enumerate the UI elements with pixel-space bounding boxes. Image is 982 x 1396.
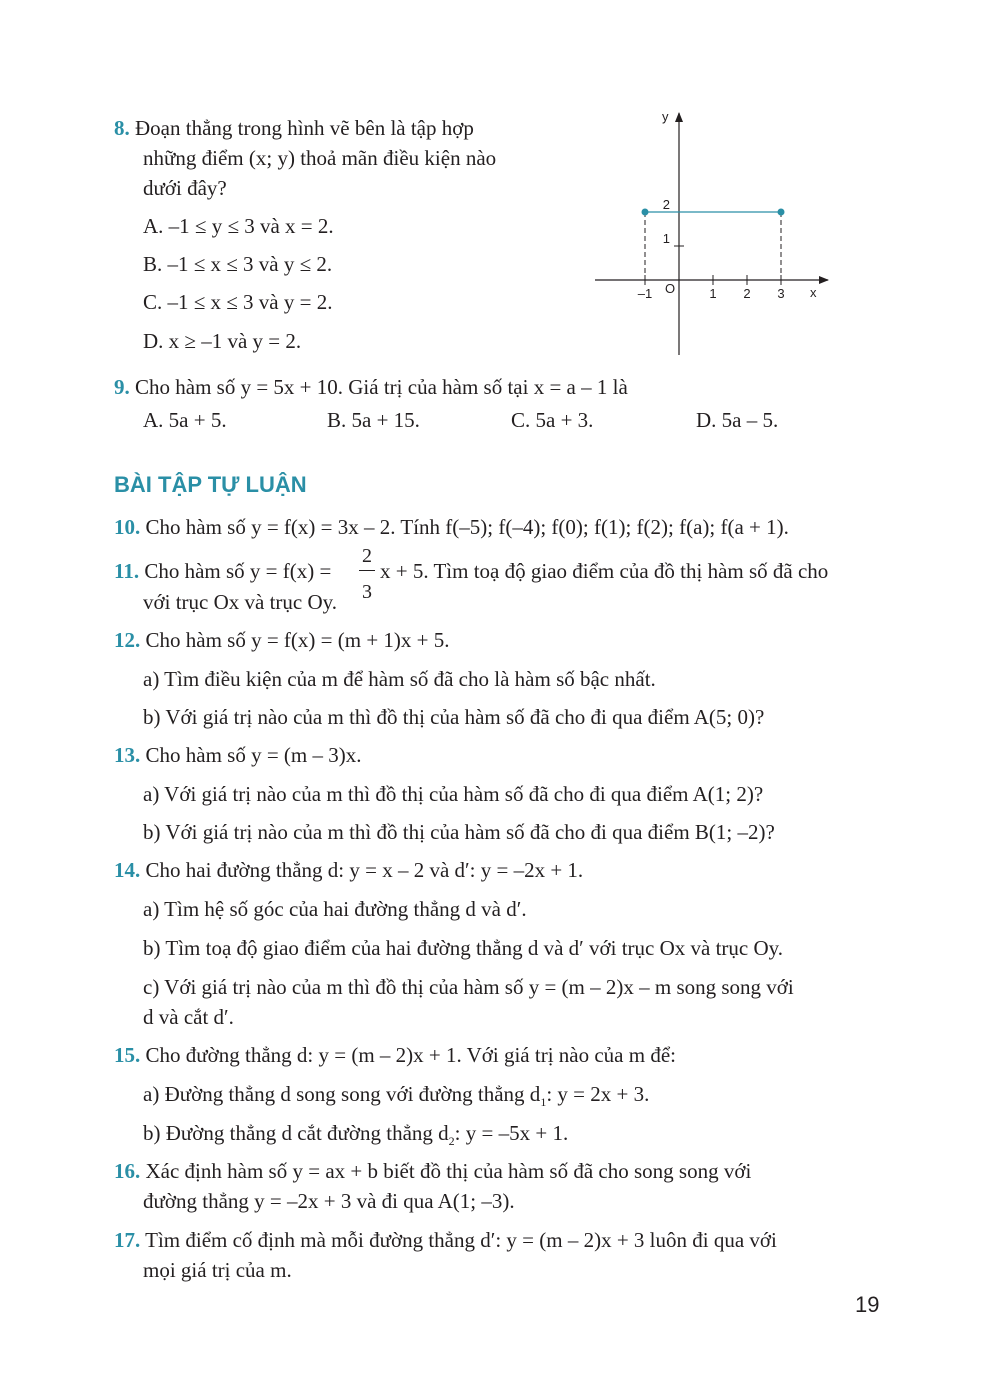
page-number: 19 xyxy=(855,1292,880,1317)
q9-option-c: C. 5a + 3. xyxy=(511,408,594,432)
q11-line-2: với trục Ox và trục Oy. xyxy=(143,590,338,614)
q8-line-3: dưới đây? xyxy=(143,176,227,200)
x-tick-label-2: 2 xyxy=(743,286,751,301)
segment-endpoint-left xyxy=(642,209,649,216)
q15-a-post: : y = 2x + 3. xyxy=(546,1082,650,1106)
q9-option-b: B. 5a + 15. xyxy=(327,408,420,432)
q8-option-b: B. –1 ≤ x ≤ 3 và y ≤ 2. xyxy=(143,252,333,276)
q14-number: 14. xyxy=(114,858,141,882)
q14-part-b: b) Tìm toạ độ giao điểm của hai đường thẳng d và d′ với trục Ox và trục Oy. xyxy=(143,936,784,960)
q9-number: 9. xyxy=(114,375,130,399)
q17-line-2: mọi giá trị của m. xyxy=(143,1258,292,1282)
q16-line-1 xyxy=(114,1158,751,1184)
q15-part-a xyxy=(143,1081,649,1115)
coordinate-graph xyxy=(590,105,840,360)
q9-line xyxy=(114,374,628,400)
q12-part-b: b) Với giá trị nào của m thì đồ thị của hàm số đã cho đi qua điểm A(5; 0)? xyxy=(143,705,765,729)
q13-text: Cho hàm số y = (m – 3)x. xyxy=(145,743,362,767)
q15-b-post: : y = –5x + 1. xyxy=(454,1121,569,1145)
q10-line xyxy=(114,514,789,540)
q16-line-2: đường thẳng y = –2x + 3 và đi qua A(1; –3). xyxy=(143,1189,515,1213)
q15-a-sub: 1 xyxy=(540,1095,547,1110)
q14-part-a: a) Tìm hệ số góc của hai đường thẳng d và d′. xyxy=(143,897,527,921)
q11-line-1 xyxy=(114,558,331,584)
origin-label: O xyxy=(665,281,676,296)
q9-option-d: D. 5a – 5. xyxy=(696,408,779,432)
q15-a-pre: a) Đường thẳng d song song với đường thẳng d xyxy=(143,1082,541,1106)
q13-part-a: a) Với giá trị nào của m thì đồ thị của hàm số đã cho đi qua điểm A(1; 2)? xyxy=(143,782,764,806)
q11-frac-bar xyxy=(359,570,375,571)
q12-text: Cho hàm số y = f(x) = (m + 1)x + 5. xyxy=(145,628,450,652)
x-axis-label: x xyxy=(810,285,817,300)
q15-part-b xyxy=(143,1120,568,1154)
y-tick-label-1: 1 xyxy=(662,231,670,246)
q14-part-c-2: d và cắt d′. xyxy=(143,1005,234,1029)
q9-text: Cho hàm số y = 5x + 10. Giá trị của hàm số tại x = a – 1 là xyxy=(135,375,628,399)
q15-b-pre: b) Đường thẳng d cắt đường thẳng d xyxy=(143,1121,449,1145)
q15-line xyxy=(114,1042,676,1068)
q10-number: 10. xyxy=(114,515,141,539)
x-tick-label-1: 1 xyxy=(709,286,717,301)
q8-option-c: C. –1 ≤ x ≤ 3 và y = 2. xyxy=(143,290,333,314)
q14-text: Cho hai đường thẳng d: y = x – 2 và d′: y = –2x + 1. xyxy=(145,858,584,882)
q9-option-a: A. 5a + 5. xyxy=(143,408,227,432)
q15-number: 15. xyxy=(114,1043,141,1067)
q12-line xyxy=(114,627,450,653)
x-tick-label-3: 3 xyxy=(777,286,785,301)
q12-part-a: a) Tìm điều kiện của m để hàm số đã cho là hàm số bậc nhất. xyxy=(143,667,656,691)
q16-number: 16. xyxy=(114,1159,141,1183)
q14-line xyxy=(114,857,583,883)
q8-option-a: A. –1 ≤ y ≤ 3 và x = 2. xyxy=(143,214,334,238)
q8-number: 8. xyxy=(114,116,130,140)
q13-line xyxy=(114,742,362,768)
q12-number: 12. xyxy=(114,628,141,652)
q11-frac-num: 2 xyxy=(362,545,372,567)
q8-option-d: D. x ≥ –1 và y = 2. xyxy=(143,329,302,353)
q17-text-1: Tìm điểm cố định mà mỗi đường thẳng d′: y = (m – 2)x + 3 luôn đi qua với xyxy=(145,1228,777,1252)
q8-text-1: Đoạn thẳng trong hình vẽ bên là tập hợp xyxy=(135,116,474,140)
q14-part-c-1: c) Với giá trị nào của m thì đồ thị của hàm số y = (m – 2)x – m song song với xyxy=(143,975,794,999)
q11-frac-den: 3 xyxy=(362,581,372,603)
q10-text: Cho hàm số y = f(x) = 3x – 2. Tính f(–5); f(–4); f(0); f(1); f(2); f(a); f(a + 1). xyxy=(145,515,789,539)
q17-number: 17. xyxy=(114,1228,141,1252)
q16-text-1: Xác định hàm số y = ax + b biết đồ thị của hàm số đã cho song song với xyxy=(145,1159,752,1183)
q11-number: 11. xyxy=(114,559,140,583)
q11-text-after: x + 5. Tìm toạ độ giao điểm của đồ thị hàm số đã cho xyxy=(380,559,829,583)
x-tick-label--1: –1 xyxy=(637,286,653,301)
segment-endpoint-right xyxy=(778,209,785,216)
q11-text-before: Cho hàm số y = f(x) = xyxy=(144,559,332,583)
q13-part-b: b) Với giá trị nào của m thì đồ thị của hàm số đã cho đi qua điểm B(1; –2)? xyxy=(143,820,775,844)
q17-line-1 xyxy=(114,1227,777,1253)
q15-b-sub: 2 xyxy=(448,1134,455,1149)
q13-number: 13. xyxy=(114,743,141,767)
y-tick-label-2: 2 xyxy=(662,197,670,212)
y-axis-label: y xyxy=(662,109,669,124)
q8-line-2: những điểm (x; y) thoả mãn điều kiện nào xyxy=(143,146,497,170)
section-heading: BÀI TẬP TỰ LUẬN xyxy=(114,472,307,497)
q15-text: Cho đường thẳng d: y = (m – 2)x + 1. Với giá trị nào của m để: xyxy=(145,1043,676,1067)
q8-line-1 xyxy=(114,115,474,141)
